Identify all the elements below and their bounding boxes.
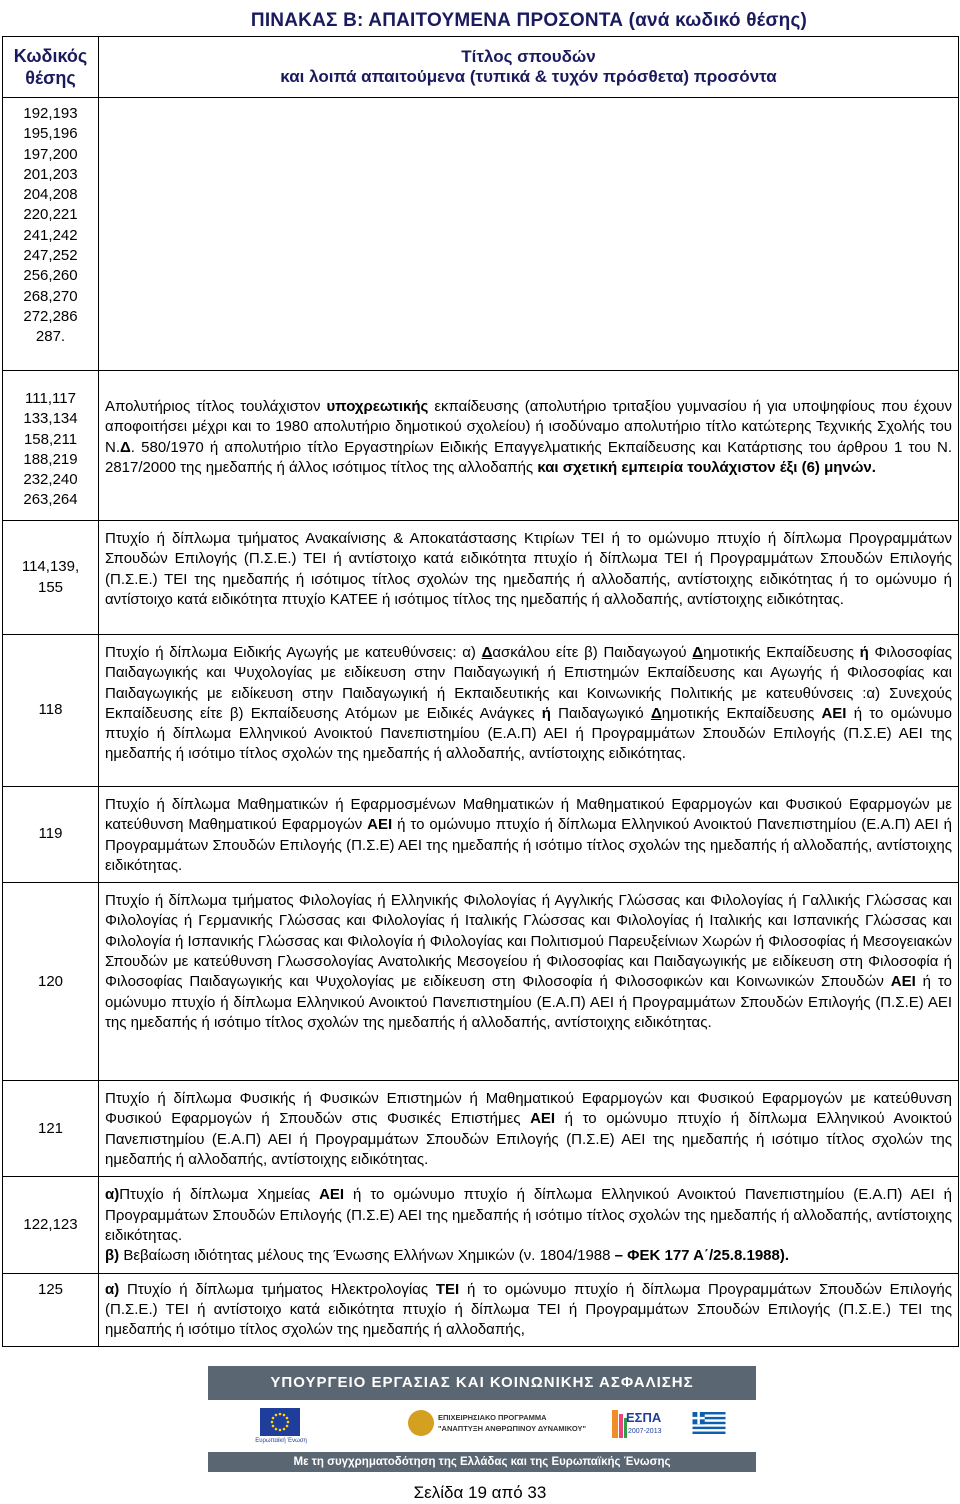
code-value: 192,193 <box>23 105 78 122</box>
text-part: ημοτικής Εκπαίδευσης <box>661 704 822 722</box>
requirement-text <box>99 883 959 1081</box>
programme-line1: ΕΠΙΧΕΙΡΗΣΙΑΚΟ ΠΡΟΓΡΑΜΜΑ <box>438 1413 547 1422</box>
text-bold: α) <box>105 1280 120 1298</box>
code-value: 111,117 <box>25 390 76 407</box>
code-value: 119 <box>38 825 63 843</box>
code-value: 204,208 <box>23 186 78 204</box>
text-bold: ΑΕΙ <box>890 973 916 991</box>
text-part: Πτυχίο ή δίπλωμα τμήματος Ηλεκτρολογίας <box>119 1280 436 1298</box>
table-row <box>3 1177 959 1273</box>
requirement-text: Πτυχίο ή δίπλωμα τμήματος Ανακαίνισης & Αποκατάστασης Κτιρίων ΤΕΙ ή το ομώνυμο πτυχίο ή δίπλωμα Προγραμμάτων Σπουδών Επιλογής (Π.Σ.Ε.) ΤΕΙ ή αντίστοιχο κατά ειδικότητα πτυχίο ή δίπλωμα ΤΕΙ ή Προγραμμάτων Σπουδών Επιλογής (Π.Σ.Ε.) ΤΕΙ της ημεδαπής ή ισότιμος τίτλος σχολών της ημεδαπής ή αλλοδαπής, αντίστοιχης ειδικότητας ή το ομώνυμο ή αντίστοιχο κατά ειδικότητα πτυχίο ΚΑΤΕΕ ή ισότιμος τίτλος της ημεδαπής ή αλλοδαπής, αντίστοιχης ειδικότητας. <box>99 521 959 635</box>
table-row <box>3 787 959 883</box>
page-number: Σελίδα 19 από 33 <box>413 1483 547 1502</box>
text-part: ή το ομώνυμο πτυχίο ή δίπλωμα Ελληνικού Ανοικτού Πανεπιστημίου (Ε.Α.Π) ΑΕΙ ή Προγραμμάτων Σπουδών Επιλογής (Π.Σ.Ε) ΑΕΙ της ημεδαπής ή ισότιμο τίτλος σχολών της ημεδαπής ή αλλοδαπής, αντίστοιχης ειδικότητας. <box>105 973 952 1031</box>
code-value: 272,286 <box>23 307 78 325</box>
text-underlined: Δ <box>692 644 704 661</box>
text-part: Βεβαίωση ιδιότητας μέλους της Ένωσης Ελλήνων Χημικών (ν. 1804/1988 <box>119 1247 615 1265</box>
code-cell <box>3 787 99 883</box>
table-row <box>3 521 959 635</box>
text-bold: ΑΕΙ <box>530 1110 556 1128</box>
text-part: ή το ομώνυμο πτυχίο ή δίπλωμα Ελληνικού Ανοικτού Πανεπιστημίου (Ε.Α.Π) ΑΕΙ ή Προγραμμάτων Σπουδών Επιλογής (Π.Σ.Ε) ΑΕΙ της ημεδαπής ή ισότιμο τίτλος σχολών της ημεδαπής ή αλλοδαπής, αντίστοιχης ειδικότητας. <box>105 1110 953 1169</box>
code-value: 287. <box>35 328 66 346</box>
header-code-line2: θέσης <box>25 68 76 88</box>
requirements-table <box>2 36 959 1347</box>
text-bold: β) <box>105 1247 120 1265</box>
code-value: 120 <box>37 972 64 990</box>
table-row <box>3 371 959 521</box>
text-part: . 580/1970 ή απολυτήριο τίτλο Εργαστηρίων Ειδικής Επαγγελματικής Εκπαίδευσης και Κατάρτισης του άρθρου 1 του Ν. 2817/2000 της ημεδαπής ή άλλος ισότιμος τίτλος της αλλοδαπής <box>105 438 952 476</box>
funding-banner <box>208 1366 756 1472</box>
text-part: ή το ομώνυμο πτυχίο ή δίπλωμα Προγραμμάτων Σπουδών Επιλογής (Π.Σ.Ε.) ΤΕΙ ή αντίστοιχο κατά ειδικότητα πτυχίο ή δίπλωμα ΤΕΙ ή Προγραμμάτων Σπουδών Επιλογής (Π.Σ.Ε.) ΤΕΙ της ημεδαπής ή ισότιμο τίτλος σχολών της ημεδαπής ή αλλοδαπής, <box>105 1280 952 1339</box>
code-value: 114,139, <box>21 558 80 576</box>
ministry-label: ΥΠΟΥΡΓΕΙΟ ΕΡΓΑΣΙΑΣ ΚΑΙ ΚΟΙΝΩΝΙΚΗΣ ΑΣΦΑΛΙΣΗΣ <box>208 1366 756 1400</box>
text-part: Παιδαγωγικό <box>550 704 651 722</box>
code-value: 241,242 <box>23 226 78 244</box>
code-value: 121 <box>37 1119 64 1137</box>
text-underlined: Δ <box>650 704 662 722</box>
programme-logo-icon <box>408 1410 434 1436</box>
table-row <box>3 883 959 1081</box>
requirement-text <box>99 1081 959 1177</box>
code-value: 220,221 <box>23 206 78 224</box>
eu-flag-icon <box>260 1408 300 1436</box>
programme-label <box>438 1412 598 1434</box>
text-bold: ΑΕΙ <box>821 704 847 722</box>
code-value: 247,252 <box>23 247 78 265</box>
code-value: 122,123 <box>23 1215 78 1233</box>
code-value: 197,200 <box>23 145 78 163</box>
table-header-row <box>3 37 959 98</box>
code-value: 155 <box>37 578 64 596</box>
requirement-text <box>99 98 959 371</box>
code-value: 268,270 <box>23 287 78 305</box>
requirement-text <box>99 1273 959 1347</box>
text-part: Πτυχίο ή δίπλωμα Ειδικής Αγωγής με κατευθύνσεις: α) <box>105 644 482 661</box>
table-row <box>3 635 959 787</box>
code-value: 195,196 <box>23 125 78 143</box>
code-cell <box>3 883 99 1081</box>
code-value: 232,240 <box>23 471 78 489</box>
code-cell <box>3 371 99 521</box>
code-value: 256,260 <box>23 267 78 285</box>
requirement-text <box>99 635 959 787</box>
text-bold: – ΦΕΚ 177 Α΄/25.8.1988). <box>614 1247 790 1265</box>
text-bold: ή <box>541 704 551 722</box>
code-value: 125 <box>37 1280 64 1298</box>
greek-flag-icon <box>692 1412 726 1434</box>
text-part: Πτυχίο ή δίπλωμα τμήματος Φιλολογίας ή Ελληνικής Φιλολογίας ή Αγγλικής Γλώσσας και Φιλολογίας ή Γαλλικής Γλώσσας και Φιλολογίας ή Γερμανικής Γλώσσας και Φιλολογίας ή Ιταλικής Γλώσσας και Φιλολογίας ή Ιταλικής και Ισπανικής Γλώσσας και Φιλολογία ή Ισπανικής Γλώσσας και Φιλολογία ή Φιλολογίας και Πολιτισμού Παρευξείνιων Χωρών ή Φιλοσοφίας ή Μεσογειακών Σπουδών με κατεύθυνση Γλωσσολογίας Ανατολικής Μεσογείου ή Φιλοσοφίας και Παιδαγωγικής με ειδίκευση στη Φιλοσοφία ή Φιλοσοφίας Παιδαγωγικής και Ψυχολογίας με ειδίκευση στη Φιλοσοφία ή Φιλοσοφικών και Κοινωνικών Σπουδών <box>105 892 952 991</box>
page-title: ΠΙΝΑΚΑΣ Β: ΑΠΑΙΤΟΥΜΕΝΑ ΠΡΟΣΟΝΤΑ (ανά κωδικό θέσης) <box>250 10 808 31</box>
text-part: Πτυχίο ή δίπλωμα Μαθηματικών ή Εφαρμοσμένων Μαθηματικών ή Μαθηματικού Εφαρμογών και Φυσικού Εφαρμογών με κατεύθυνση Μαθηματικού Εφαρμογών <box>105 796 952 834</box>
text-bold: υποχρεωτικής <box>326 398 429 415</box>
code-cell <box>3 1177 99 1273</box>
code-value: 188,219 <box>23 450 78 468</box>
text-part: εκπαίδευσης (απολυτήριο τριταξίου γυμνασίου ή για υποψηφίους που έχουν αποφοιτήσει μέχρι και το 1980 απολυτήριο δημοτικού σχολείου) ή ισοδύναμο απολυτήριο τίτλο κατώτερης Τεχνικής Σχολής του Ν. <box>105 398 952 456</box>
logos-strip <box>208 1400 756 1452</box>
requirement-text <box>99 371 959 521</box>
table-row <box>3 1273 959 1347</box>
code-cell <box>3 521 99 635</box>
espa-label: ΕΣΠΑ <box>626 1410 662 1425</box>
text-part: ή το ομώνυμο πτυχίο ή δίπλωμα Ελληνικού Ανοικτού Πανεπιστημίου (Ε.Α.Π) ΑΕΙ ή Προγραμμάτων Σπουδών Επιλογής (Π.Σ.Ε) ΑΕΙ της ημεδαπής ή ισότιμο τίτλος σχολών της ημεδαπής ή αλλοδαπής, αντίστοιχης ειδικότητας. <box>105 816 952 874</box>
text-part: ημοτικής Εκπαίδευσης <box>703 644 860 661</box>
text-bold: και σχετική εμπειρία τουλάχιστον έξι (6) μηνών. <box>537 458 876 476</box>
espa-years: 2007-2013 <box>628 1428 662 1435</box>
text-part: ή το ομώνυμο πτυχίο ή δίπλωμα Ελληνικού Ανοικτού Πανεπιστημίου (Ε.Α.Π) ΑΕΙ ή Προγραμμάτων Σπουδών Επιλογής (Π.Σ.Ε) ΑΕΙ της ημεδαπής ή ισότιμο τίτλος σχολών της ημεδαπής ή αλλοδαπής, αντίστοιχης ειδικότητας. <box>105 1186 953 1244</box>
header-title-line2: και λοιπά απαιτούμενα (τυπικά & τυχόν πρόσθετα) προσόντα <box>280 67 777 86</box>
header-title <box>99 37 959 98</box>
requirement-text <box>99 1177 959 1273</box>
code-value: 263,264 <box>23 491 78 509</box>
code-value: 118 <box>38 701 63 719</box>
code-cell <box>3 635 99 787</box>
text-part: ή το ομώνυμο πτυχίο ή δίπλωμα Ελληνικού Ανοικτού Πανεπιστημίου (Ε.Α.Π) ΑΕΙ ή Προγραμμάτων Σπουδών Επιλογής (Π.Σ.Ε) ΑΕΙ της ημεδαπής ή ισότιμο τίτλος σχολών της ημεδαπής ή αλλοδαπής, αντίστοιχης ειδικότητας. <box>105 704 952 763</box>
text-underlined: Δ <box>481 644 493 661</box>
text-part: ασκάλου είτε β) Παιδαγωγού <box>492 644 693 661</box>
code-cell <box>3 98 99 371</box>
header-title-line1: Τίτλος σπουδών <box>461 47 596 66</box>
code-cell <box>3 1273 99 1347</box>
eu-label: Ευρωπαϊκή Ένωση <box>255 1438 307 1444</box>
code-cell <box>3 1081 99 1177</box>
text-part: Φιλοσοφίας Παιδαγωγικής και Ψυχολογίας με ειδίκευση στην Παιδαγωγική ή Επιστημών Εκπαίδευσης και Αγωγής ή Φιλοσοφίας και Παιδαγωγικής με ειδίκευση στην Παιδαγωγική ή Εκπαιδευτικής και Κοινωνικής Πολιτικής με κατευθύνσεις :α) Συνεχούς Εκπαίδευσης είτε β) Εκπαίδευσης Ατόμων με Ειδικές Ανάγκες <box>105 644 952 722</box>
text-bold: ΤΕΙ <box>435 1280 460 1298</box>
code-value: 201,203 <box>23 165 78 183</box>
header-code <box>3 37 99 98</box>
text-part: Πτυχίο ή δίπλωμα Χημείας <box>119 1186 320 1204</box>
text-part: Πτυχίο ή δίπλωμα Φυσικής ή Φυσικών Επιστημών ή Μαθηματικού Εφαρμογών και Φυσικού Εφαρμογών με κατεύθυνση Φυσικού Εφαρμογών ή Σπουδών στις Φυσικές Επιστήμες <box>105 1090 952 1128</box>
text-bold: Δ <box>120 438 131 456</box>
header-code-line1: Κωδικός <box>13 46 88 66</box>
code-value: 133,134 <box>23 410 78 428</box>
text-bold: ΑΕΙ <box>319 1186 345 1204</box>
code-value: 158,211 <box>23 430 78 448</box>
text-part: Απολυτήριος τίτλος τουλάχιστον <box>105 398 327 415</box>
text-bold: ΑΕΙ <box>367 816 393 834</box>
table-row <box>3 98 959 371</box>
programme-line2: "ΑΝΑΠΤΥΞΗ ΑΝΘΡΩΠΙΝΟΥ ΔΥΝΑΜΙΚΟΥ" <box>438 1424 587 1433</box>
funding-slogan: Με τη συγχρηματοδότηση της Ελλάδας και της Ευρωπαϊκής Ένωσης <box>208 1452 756 1472</box>
text-bold: ή <box>859 644 869 661</box>
requirement-text <box>99 787 959 883</box>
text-bold: α) <box>105 1186 120 1204</box>
table-row <box>3 1081 959 1177</box>
